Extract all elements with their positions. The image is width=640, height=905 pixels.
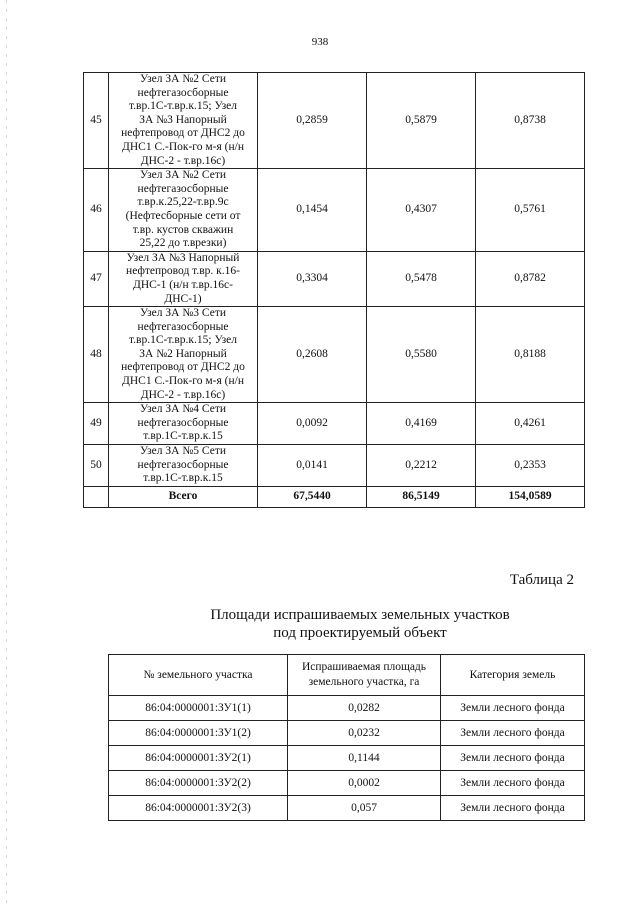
object-name xyxy=(109,251,258,306)
area-value-c: 0,8188 xyxy=(476,307,585,403)
table-row xyxy=(109,721,585,746)
table-row xyxy=(109,796,585,821)
object-name-line: нефтегазосборные xyxy=(137,182,229,195)
row-number: 49 xyxy=(84,403,109,445)
area-value-b: 0,4169 xyxy=(367,403,476,445)
requested-area: 0,057 xyxy=(288,796,441,821)
area-value-b: 0,5879 xyxy=(367,73,476,169)
header-line: Испрашиваемая площадь xyxy=(301,661,427,673)
row-number: 48 xyxy=(84,307,109,403)
object-name-line: ДНС1 С.-Пок-го м-я (н/н xyxy=(122,375,244,388)
area-value-a: 0,3304 xyxy=(258,251,367,306)
area-value-c: 0,8782 xyxy=(476,251,585,306)
row-number: 50 xyxy=(84,445,109,487)
title-line: под проектируемый объект xyxy=(273,625,447,641)
object-name-line: т.вр.1С-т.вр.к.15; Узел xyxy=(129,334,237,347)
plot-area-table xyxy=(83,72,585,508)
area-value-a: 0,2608 xyxy=(258,307,367,403)
plot-number: 86:04:0000001:ЗУ2(1) xyxy=(109,746,288,771)
table-2-title xyxy=(0,606,640,642)
header-line: земельного участка, га xyxy=(308,676,420,688)
table-header-row xyxy=(109,655,585,696)
object-name-line: Узел ЗА №4 Сети xyxy=(139,403,227,416)
table-row xyxy=(84,445,585,487)
land-category: Земли лесного фонда xyxy=(441,721,585,746)
area-value-a: 0,0092 xyxy=(258,403,367,445)
table-row xyxy=(84,403,585,445)
object-name xyxy=(109,403,258,445)
total-value-c: 154,0589 xyxy=(476,486,585,507)
table-row xyxy=(109,771,585,796)
area-value-c: 0,2353 xyxy=(476,445,585,487)
header-land-category: Категория земель xyxy=(441,655,585,696)
area-value-b: 0,2212 xyxy=(367,445,476,487)
total-label: Всего xyxy=(109,486,258,507)
area-value-b: 0,5580 xyxy=(367,307,476,403)
plot-number: 86:04:0000001:ЗУ1(1) xyxy=(109,696,288,721)
object-name-line: нефтегазосборные xyxy=(137,320,229,333)
object-name-line: ДНС-1 (н/н т.вр.16с- xyxy=(132,278,233,291)
total-blank-cell xyxy=(84,486,109,507)
area-value-a: 0,0141 xyxy=(258,445,367,487)
object-name-line: 25,22 до т.врезки) xyxy=(139,237,227,250)
scan-edge-artifact xyxy=(6,0,7,905)
table-2-label: Таблица 2 xyxy=(509,572,574,588)
land-category: Земли лесного фонда xyxy=(441,796,585,821)
object-name-line: ЗА №3 Напорный xyxy=(139,113,227,126)
object-name-line: нефтегазосборные xyxy=(137,416,229,429)
object-name-line: т.вр.к.25,22-т.вр.9с xyxy=(137,196,229,209)
object-name-line: т.вр. кустов скважин xyxy=(132,223,234,236)
area-value-b: 0,4307 xyxy=(367,169,476,252)
total-value-b: 86,5149 xyxy=(367,486,476,507)
object-name-line: Узел ЗА №2 Сети xyxy=(139,73,227,85)
row-number: 47 xyxy=(84,251,109,306)
requested-area: 0,0282 xyxy=(288,696,441,721)
header-plot-number: № земельного участка xyxy=(109,655,288,696)
area-value-a: 0,2859 xyxy=(258,73,367,169)
object-name xyxy=(109,307,258,403)
object-name xyxy=(109,169,258,252)
object-name-line: т.вр.1С-т.вр.к.15 xyxy=(143,472,223,485)
object-name-line: Узел ЗА №2 Сети xyxy=(139,169,227,182)
object-name-line: нефтегазосборные xyxy=(137,86,229,99)
table-row xyxy=(84,169,585,252)
object-name-line: ДНС1 С.-Пок-го м-я (н/н xyxy=(122,140,244,153)
object-name xyxy=(109,445,258,487)
requested-area: 0,0232 xyxy=(288,721,441,746)
row-number: 46 xyxy=(84,169,109,252)
header-requested-area xyxy=(288,655,441,696)
object-name-line: нефтепровод от ДНС2 до xyxy=(121,361,245,374)
object-name-line: Узел ЗА №3 Сети xyxy=(139,307,227,320)
object-name-line: ЗА №2 Напорный xyxy=(139,347,227,360)
land-category: Земли лесного фонда xyxy=(441,746,585,771)
table-row xyxy=(84,251,585,306)
object-name-line: Узел ЗА №3 Напорный xyxy=(126,251,240,264)
table-row xyxy=(109,696,585,721)
plot-number: 86:04:0000001:ЗУ2(3) xyxy=(109,796,288,821)
object-name-line: нефтепровод т.вр. к.16- xyxy=(126,265,240,278)
total-value-a: 67,5440 xyxy=(258,486,367,507)
table-row xyxy=(109,746,585,771)
title-line: Площади испрашиваемых земельных участков xyxy=(210,607,510,623)
area-value-c: 0,4261 xyxy=(476,403,585,445)
area-value-c: 0,5761 xyxy=(476,169,585,252)
land-category: Земли лесного фонда xyxy=(441,696,585,721)
area-value-b: 0,5478 xyxy=(367,251,476,306)
object-name-line: т.вр.1С-т.вр.к.15; Узел xyxy=(129,100,237,113)
object-name-line: Узел ЗА №5 Сети xyxy=(139,445,227,458)
object-name-line: ДНС-2 - т.вр.16с) xyxy=(140,388,226,401)
land-category: Земли лесного фонда xyxy=(441,771,585,796)
object-name-line: нефтегазосборные xyxy=(137,458,229,471)
object-name-line: ДНС-2 - т.вр.16с) xyxy=(140,154,226,167)
plot-number: 86:04:0000001:ЗУ1(2) xyxy=(109,721,288,746)
object-name-line: т.вр.1С-т.вр.к.15 xyxy=(143,430,223,443)
area-value-c: 0,8738 xyxy=(476,73,585,169)
plot-number: 86:04:0000001:ЗУ2(2) xyxy=(109,771,288,796)
table-row xyxy=(84,307,585,403)
land-plots-table xyxy=(108,654,585,821)
row-number: 45 xyxy=(84,73,109,169)
table-row xyxy=(84,73,585,169)
area-value-a: 0,1454 xyxy=(258,169,367,252)
requested-area: 0,0002 xyxy=(288,771,441,796)
object-name-line: (Нефтесборные сети от xyxy=(125,209,241,222)
object-name-line: нефтепровод от ДНС2 до xyxy=(121,127,245,140)
page-number: 938 xyxy=(311,36,329,48)
requested-area: 0,1144 xyxy=(288,746,441,771)
total-row xyxy=(84,486,585,507)
object-name xyxy=(109,73,258,169)
object-name-line: ДНС-1) xyxy=(164,292,202,305)
